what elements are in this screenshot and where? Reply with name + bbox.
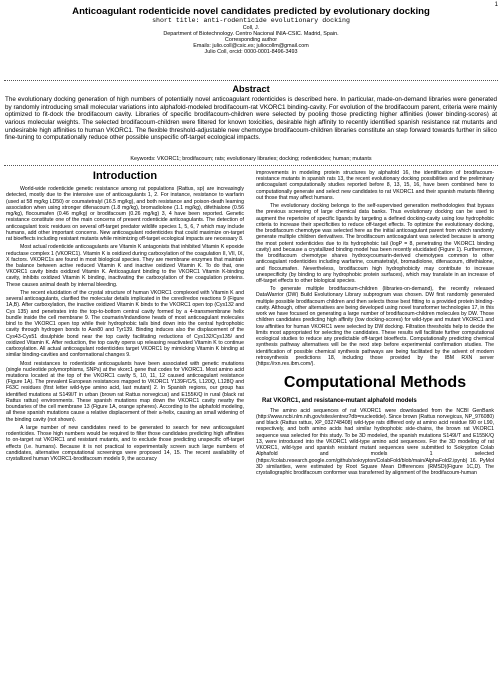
abstract-text: The evolutionary docking generation of high numbers of potentially novel anticoagulant rodenticides is described here. In particular, made-on-demand libraries were generated by randomly introducing small molecular variations into alphafold-modeled brodifacoum-rat VKORC1 binding-cavity. For evolution of the brodifacoum parent, criteria were mainly optimized to fit-dock the brodifacoum cavity. Libraries of specific brodifacoum-children were selected by pooling those predicting higher affinities (lower binding-scores) at various molecular weights. The selected brodifacoum-children were filtered for known toxicities, desirable high affinity to recently identified spanish resistance rat mutants and undesirable high affinities to human VKORC1. The flexible threshold-adjustable new chemotype brodifacoum-children libraries constitute an step forward towards further in silico fine-tuning to computationally reduce other possible unspecific off-target ecological impacts. [5, 96, 497, 142]
author: Coll, J. [242, 24, 260, 31]
paragraph: The recent elucidation of the crystal structure of human VKORC1 complexed with Vitamin K and several anticoagulants, clarified the molecular details implicated in the cxred/redox reactions 9 (Figure 1A,B). After carboxylation, the inactive oxidized Vitamin K binds to the VKORC1 open top (Cys132 and Cys 135) and penetrates into the top-to-bottom central cavity formed by a 4-transmembrane helix bundle inside the cell membrane 9. The coumarin/indandione heads of most anticoagulant molecules bind to the VKORC1 open top while their hydrophobic tails bind down into the central hydrophobic cavity through hydrogen bonds to Asn80 and Tyr139. Binding induces also the displacement of the Cys43-Cys51 disulphide bond near the top cavity facilitating reductions of Cys132/Cys135/ and oxidized Vitamin K. After reduction, the top cavity opens up releasing reactivated Vitamin K to continue carboxylation. All actual anticoagulant rodenticides target VKORC1 by mimicking Vitamin K binding at similar binding-cavities and conformational changes 9. [6, 289, 244, 359]
orcid: Julio Coll, orcid: 0000-0001-8496-3493 [204, 49, 298, 56]
left-column [6, 170, 244, 464]
paper-header [0, 6, 502, 56]
introduction-heading: Introduction [92, 170, 158, 182]
affiliation: Department of Biotechnology. Centro Nacional INIA-CSIC. Madrid, Spain. [163, 30, 339, 37]
methods-heading: Computational Methods [283, 374, 467, 392]
paragraph: A large number of new candidates need to be generated to search for new anticoagulant rodenticides. Those high numbers would be required to filter those candidates predicting high affinities to on-target rat VKORC1 and resistant mutants, and to exclude those predicting unspecific off-target effects (i.e. humans). Because it is not practical to experimentally screen such large numbers of candidates, alternative computational screenings were proposed 14, 15. The recent availability of crystallized human VKORC1-brodifacoum models 9, the accuracy [6, 424, 244, 463]
page-number: 1 [494, 2, 498, 8]
paragraph: improvements in modeling protein structures by alphafold 16, the identification of brodifacoum-resistance mutants in spanish rats 13, the recent evolutionary docking possibilities and the preliminary anticoagulant computationally studies reported before 8, 13, 15, 16, have been combined here to computationally generate and select new candidates to rat VKORC1 and their spanish mutants filtering out those that may affect humans. [256, 170, 494, 201]
keywords: Keywords: VKORC1; brodifacoum; rats; evolutionary libraries; docking; rodenticides; human; mutants [130, 156, 372, 162]
divider [4, 80, 498, 81]
abstract-heading: Abstract [232, 84, 270, 94]
emails[interactable]: Emails: julio.coll@csic.es; juliocollm@gmail.com [193, 43, 309, 50]
paragraph: World-wide rodenticide genetic resistance among rat populations (Rattus, sp) are increasingly detected, mostly due to the intensive use of anticoagulants 1, 2. For instance, resistance to warfarin (used at 58 mg/kg LD50) or coumatetralyl (16.5 mg/kg), and both resistance and poison-death learning association when using stronger difenacoum (1.8 mg/kg), bromadiolone (1.1 mg/kg), difethialone (0.56 mg/kg), flocoumafen (0.46 mg/kg) or brodifacoum (0.26 mg/kg) 3, 4 have been reported. Genetic resistance constitute one of the main concerns of present rodenticide anticoagulants. The detection of anticoagulant toxic residues on several off-target predator wildlife species 1, 5, 6, 7 which may include humans, add other important concerns. New anticoagulant rodenticides that could maximize on-target rat bioeffects including resistant mutants while minimizing off-target ecological impacts are necessary 8. [6, 186, 244, 243]
paragraph: The evolutionary docking belongs to the self-supervised generation methodologies that bypass the previous screening of large chemical data banks. Thus evolutionary docking can be used to augment the repertoire of specific ligands by targeting a defined docking-cavity using low hydrophobic criteria to increase their specificities to reduce off-target effects. To optimize the evolutionary docking, the brodifacoum chemotype was selected here as the initial anticoagulant parent from which randomly generate multiple children derivatives. The brodifacoum anticoagulant was selected because is among the most potent rodenticides due to its hydrophobic tail (logP = 8, penetrating the VKORC1 binding cavity) and because a crystallized binding model has been recently elucidated (Figure 1). Furthermore, the brodifacoum chemotype shares hydroxycoumarin-derived chemotypes common to other anticoagulant rodenticides including warfarine, coumatetralyl, bromadiolone, difenacoum, difethialone, and flocoumafen. Nevertheless, brodifacoum high hydrophobicity may contribute to increase unespecificity (by binding to any hydrophobic protein surfaces), which may translate in an increase of off-target effects to other biological species. [256, 203, 494, 284]
short-title: short title: anti-rodenticide evolutionary docking [152, 17, 350, 25]
divider [4, 165, 498, 166]
paragraph: The amino acid sequences of rat VKORC1 were downloaded from the NCBI GenBank (http://www.ncbi.nlm.nih.gov/sites/entrez?db=nucleotide). Since brown (Rattus norvegicus, NP_976080) and black (Rattus rattus, XP_032748408) wild-type rats differed only at amino acid residue I90 or L90, respectively, and both amino acids had similar hydrophobic side-chains, the brown rat VKORC1 sequence was selected for this study. To be 3D modeled, the spanish mutations S149I/T and E155K/Q 13, were introduced into the VKORC1 wild-type amino acid sequences. For the 3D modeling of rat VKORC1, wild-type and spanish resistant mutant sequences were submitted to Sokrypton Colab Alphafold and models 1 selected (https://colab.research.google.com/github/sokrypton/ColabFold/blob/main/AlphaFold2.ipynb) 16. PyMol 3D similarities, were estimated by Root Square Mean Differences (RMSD)(Figure 1C,D). The crystallographic brodifacoum conformer was transferred by alignment of the brodifacoum-human [256, 407, 494, 476]
paragraph: To generate multiple brodifacoum-children (libraries-on-demand), the recently released DataWarrior (DW) Build Evolutionary Library subprogram was chosen. DW first randomly generated multiple possible brodifacoum children and then selects those best fitting to a provided protein binding-cavity. Although, other alternatives are being developed using novel transformer technologies 17, in this work we have focused on generating a large number of brodifacoum-children molecules by DW. Those children candidates predicting high affinity (low docking-scores) for wild-type and mutant VKORC1 and low affinities for human VKORC1 were selected by DW docking. Filtration thresholds help to decide the limits most appropriated for selecting the candidates. These results will facilitate further computational ecological studies to reduce any predictable off-target bioeffects. Computationally predicting chemical synthesis pathway alternatives will be the next step before experimental confirmation studies. The identification of possible chemical synthesis pathways are being facilitated by the advent of modern retrosynthesis predictions 18, including those provided by the IBM RXN server (https://rxn.res.ibm.com/). [256, 286, 494, 368]
methods-subheading: Rat VKORC1, and resistance-mutant alphafold models [262, 398, 417, 405]
corresponding-note: Corresponding author [224, 37, 278, 44]
paragraph: Most actual rodenticide anticoagulants are Vitamin K antagonists that inhibited Vitamin K epoxide reductase complex 1 (VKORC1). Vitamin K is oxidized during carboxylation of the coagulation II, VII, IX, X factors. VKORC1s are found in most biological species. They are membrane enzymes that maintain the balance between active reduced Vitamin K and inactive oxidized Vitamin K. To do that, one VKORC1 cavity binds oxidized Vitamin K. Anticoagulant binding to the VKORC1 Vitamin K-binding cavity, inhibits oxidized Vitamin K binding, inactivating the carboxylation of the coagulation proteins. These causes animal death by internal bleeding. [6, 244, 244, 288]
right-column [256, 170, 494, 478]
paper-title: Anticoagulant rodenticide novel candidates predicted by evolutionary docking [72, 6, 430, 17]
paragraph: Most resistances to rodenticide anticoagulants have been associated with genetic mutations (single nucleotide polymorphisms, SNPs) at the vkorc1 gene that codes for VKORC1. Most amino acid mutations located at the top of the VKORC1 cavity 5, 10, 11, 12 caused anticoagulant resistance (Figure 1A). The prevalent European resistances mapped to VKORC1 Y139F/C/S, L120Q, L128Q and F63C residues (first letter wild-type amino acid, last mutant) 2. In Spanish regions, our group has identified mutations at S149I/T in urban (brown rat Rattus norvegicus) and E155K/Q in rural (black rat Rattus rattus) environments. These spanish mutations map down the VKORC1 cavity nearby the boundaries of the cell membrane 13 (Figure 1A, orange spheres). According to the alphafold modeling, all these spanish mutations cause a relative displacement of their a-helix, causing an small widening of the binding cavity (not shown). [6, 360, 244, 423]
